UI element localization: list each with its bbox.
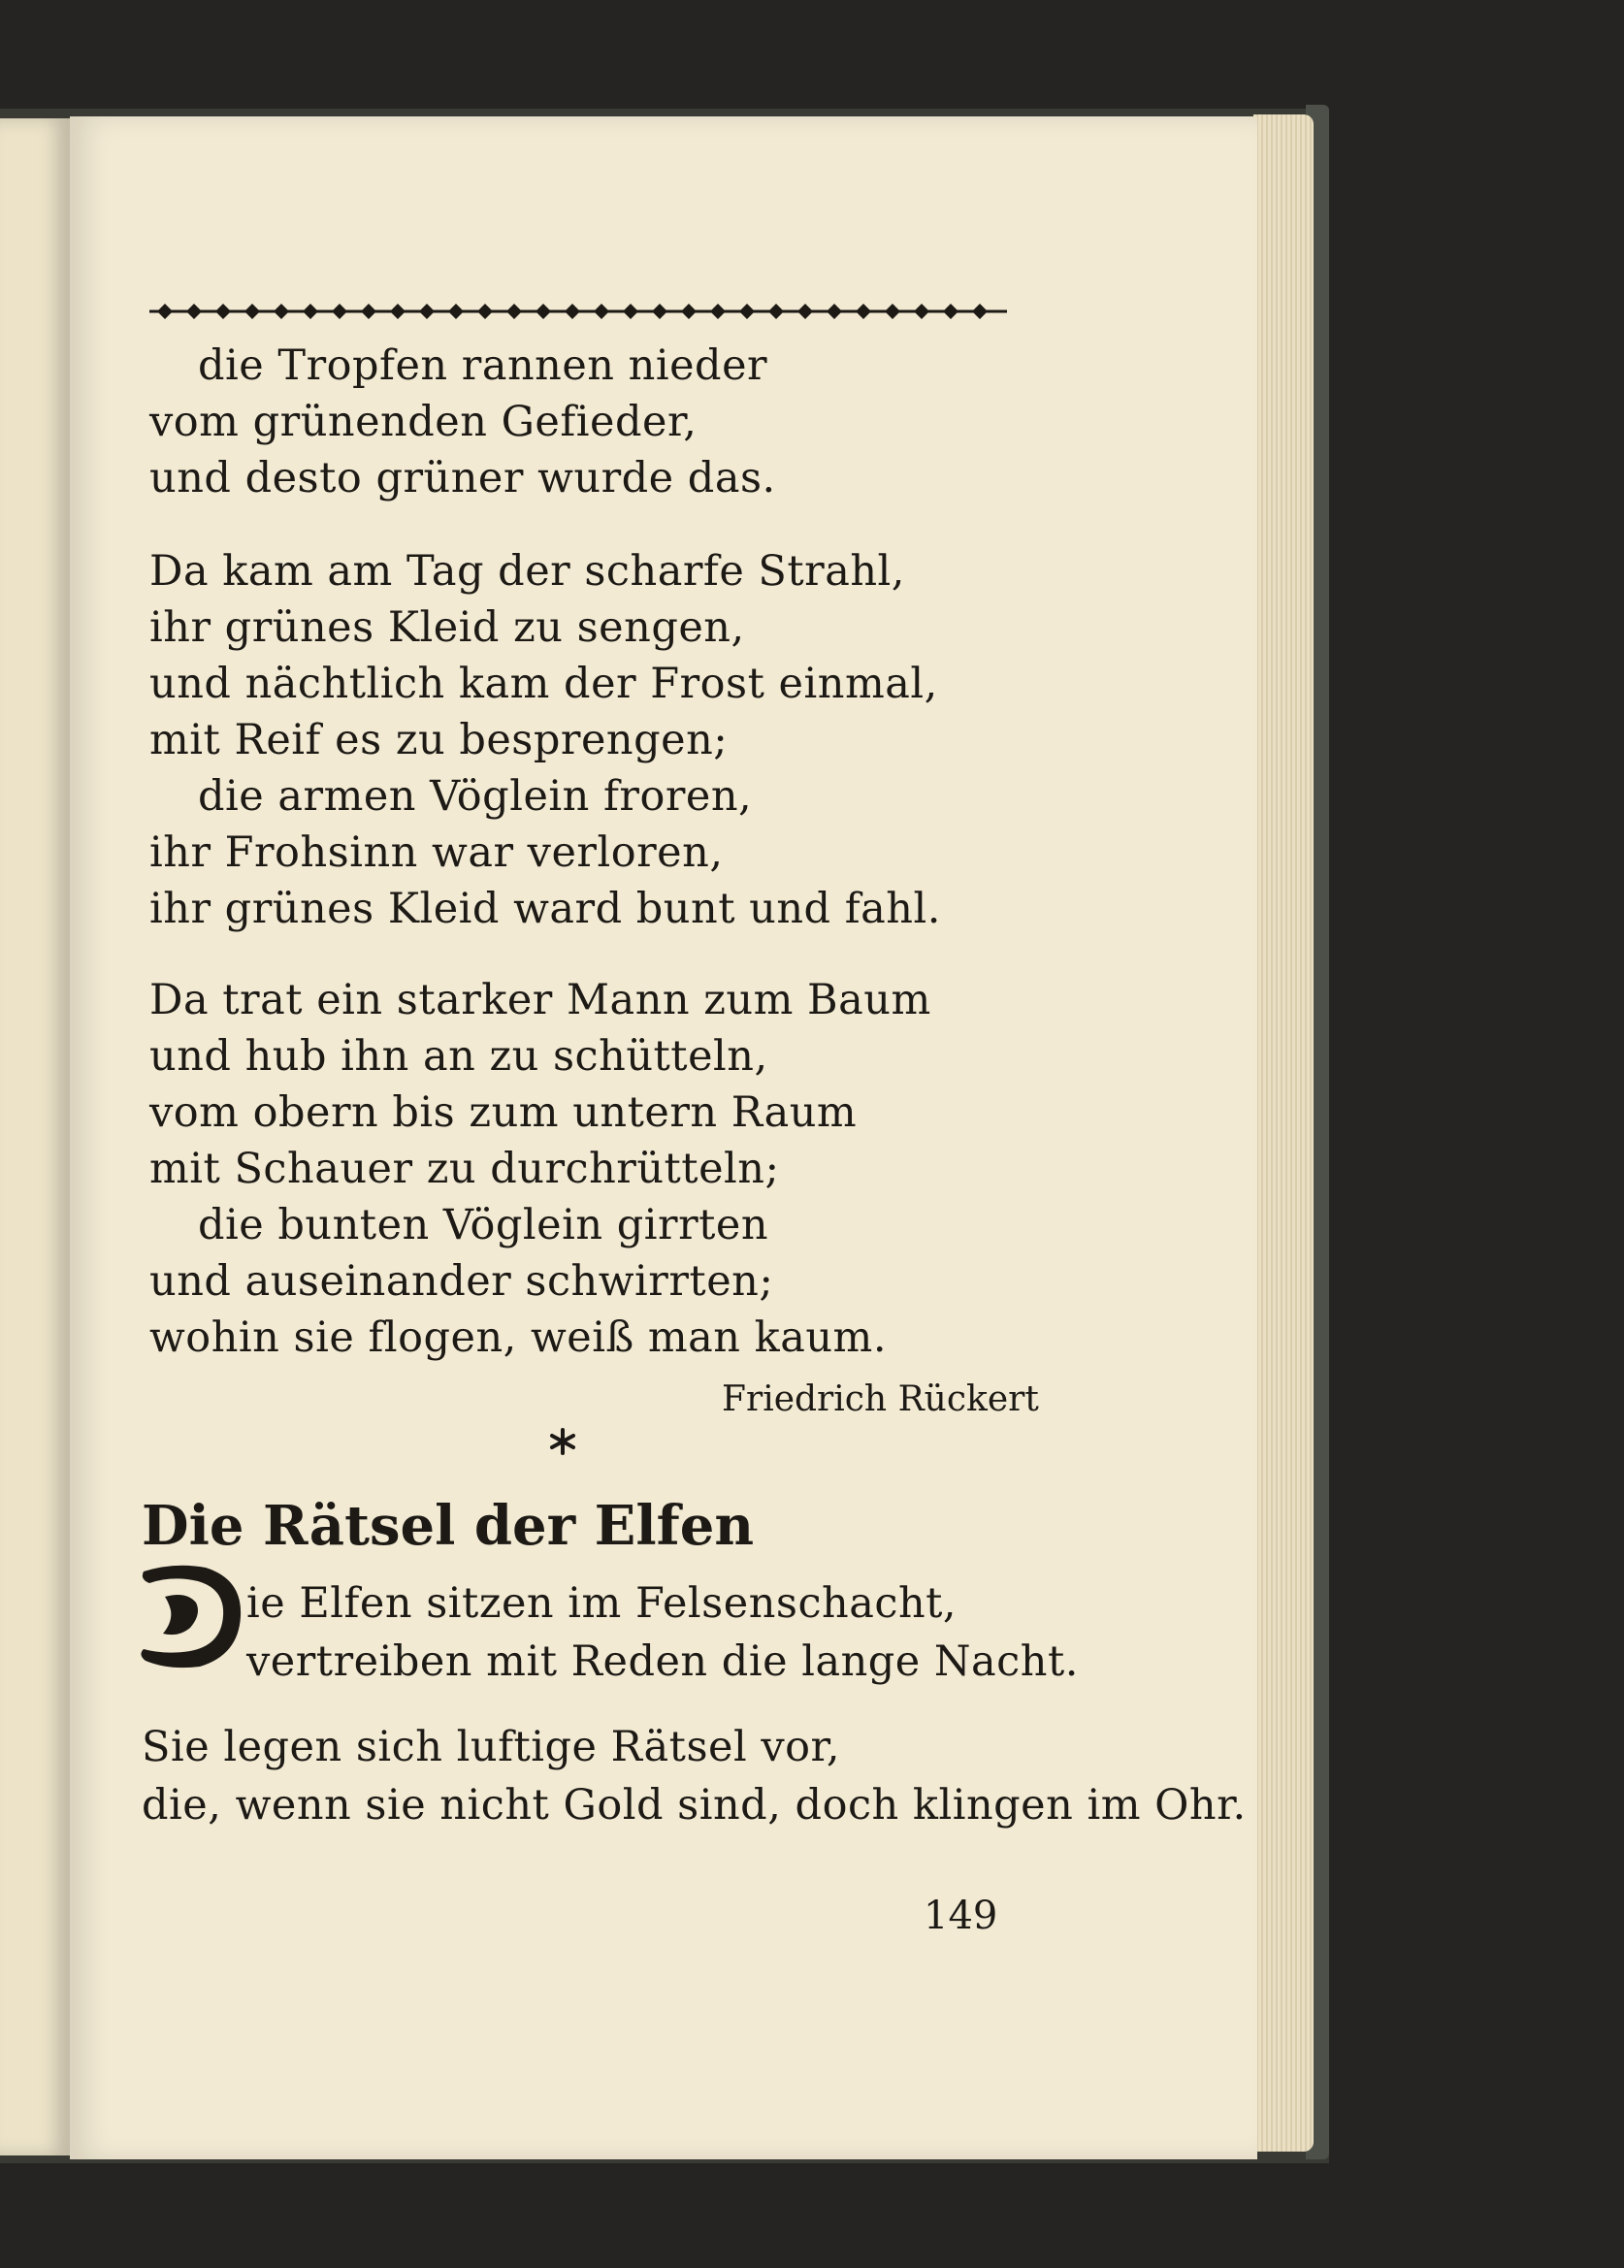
- stanza3-line-1: Da trat ein starker Mann zum Baum: [149, 976, 931, 1024]
- stanza1-line-1: die Tropfen rannen nieder: [198, 341, 768, 390]
- book-page: [70, 116, 1257, 2159]
- page-edges: [1253, 114, 1314, 2152]
- stanza2-line-2: ihr grünes Kleid zu sengen,: [149, 603, 745, 652]
- stanza1-line-2: vom grünenden Gefieder,: [149, 398, 698, 446]
- stanza2-line-4: mit Reif es zu besprengen;: [149, 716, 729, 764]
- stanza2-line-5: die armen Vöglein froren,: [198, 772, 753, 821]
- stanza3-line-7: wohin sie flogen, weiß man kaum.: [149, 1313, 887, 1362]
- asterisk-icon: [549, 1428, 576, 1455]
- poem2-line-2: vertreiben mit Reden die lange Nacht.: [246, 1637, 1079, 1686]
- ornament-rule: [149, 299, 1007, 324]
- poem2-line-3: Sie legen sich luftige Rätsel vor,: [142, 1723, 841, 1771]
- poem-title: Die Rätsel der Elfen: [142, 1494, 755, 1558]
- left-page-edge: [0, 118, 70, 2155]
- stanza3-line-4: mit Schauer zu durchrütteln;: [149, 1145, 780, 1193]
- page-number: 149: [924, 1894, 998, 1938]
- stanza2-line-1: Da kam am Tag der scharfe Strahl,: [149, 547, 905, 596]
- poem2-line-1: ie Elfen sitzen im Felsenschacht,: [246, 1579, 958, 1628]
- stanza2-line-3: und nächtlich kam der Frost einmal,: [149, 660, 938, 708]
- stanza1-line-3: und desto grüner wurde das.: [149, 454, 776, 502]
- poem2-line-4: die, wenn sie nicht Gold sind, doch klingen im Ohr.: [142, 1781, 1247, 1830]
- stanza3-line-6: und auseinander schwirrten;: [149, 1257, 774, 1306]
- stanza2-line-7: ihr grünes Kleid ward bunt und fahl.: [149, 885, 941, 933]
- author-signature: Friedrich Rückert: [722, 1379, 1039, 1419]
- page-text: [70, 116, 1257, 2159]
- stanza2-line-6: ihr Frohsinn war verloren,: [149, 828, 724, 877]
- stanza3-line-2: und hub ihn an zu schütteln,: [149, 1032, 768, 1081]
- svg-text:D: D: [177, 1632, 178, 1633]
- dropcap-d: [136, 1562, 246, 1670]
- stanza3-line-3: vom obern bis zum untern Raum: [149, 1088, 858, 1137]
- stanza3-line-5: die bunten Vöglein girrten: [198, 1201, 769, 1249]
